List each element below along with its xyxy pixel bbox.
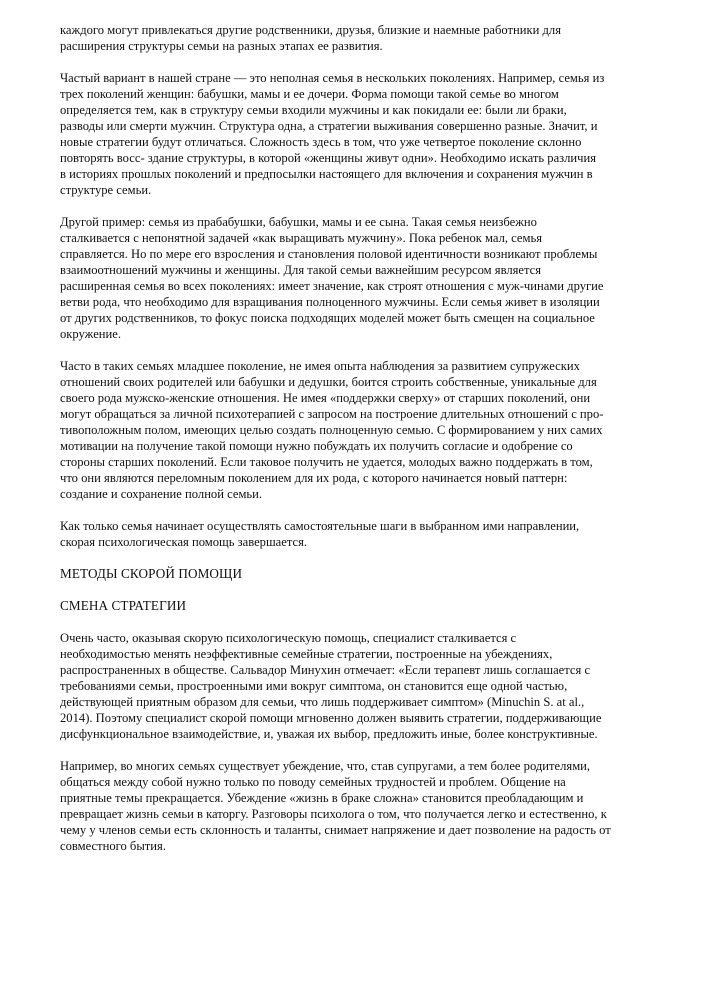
paragraph-line: в историях прошлых поколений и предпосылки настоящего для включения и сохранения мужчин в <box>60 167 593 181</box>
document-page <box>60 22 688 870</box>
paragraph-line: Как только семья начинает осуществлять самостоятельные шаги в выбранном ими направлении, <box>60 519 580 533</box>
paragraph-line: ветви рода, что необходимо для взращивания полноценного мужчины. Если семья живет в изоляции <box>60 295 600 309</box>
paragraph-line: Например, во многих семьях существует убеждение, что, став супругами, а тем более родителями, <box>60 759 591 773</box>
paragraph-line: дисфункциональное взаимодействие, и, уважая их выбор, предложить иные, более конструктивные. <box>60 727 598 741</box>
paragraph-line: необходимостью менять неэффективные семейные стратегии, построенные на убеждениях, <box>60 647 553 661</box>
paragraph-line: своего рода мужско-женские отношения. Не имея «поддержки сверху» от старших поколений, они <box>60 391 591 405</box>
paragraph-line: превращает жизнь семьи в каторгу. Разговоры психолога о том, что получается легко и естественно, к <box>60 807 607 821</box>
paragraph-line: справляется. Но по мере его взросления и становления половой идентичности возникают проблемы <box>60 247 598 261</box>
paragraph <box>60 630 688 742</box>
paragraph-line: трех поколений женщин: бабушки, мамы и ее дочери. Форма помощи такой семье во многом <box>60 87 559 101</box>
paragraph-line: мотивации на получение такой помощи нужно побуждать их получить согласие и одобрение со <box>60 439 573 453</box>
paragraph-line: окружение. <box>60 327 122 341</box>
section-heading: МЕТОДЫ СКОРОЙ ПОМОЩИ <box>60 566 243 581</box>
paragraph-line: Очень часто, оказывая скорую психологическую помощь, специалист сталкивается с <box>60 631 517 645</box>
paragraph-line: структуре семьи. <box>60 183 152 197</box>
paragraph-line: могут обращаться за личной психотерапией с запросом на построение длительных отношений с про- <box>60 407 604 421</box>
paragraph-line: 2014). Поэтому специалист скорой помощи мгновенно должен выявить стратегии, поддерживающие <box>60 711 602 725</box>
paragraph-line: расширения структуры семьи на разных этапах ее развития. <box>60 39 383 53</box>
paragraph-line: требованиями семьи, простроенными ими вокруг симптома, он становится еще одной частью, <box>60 679 568 693</box>
paragraph-line: приятные темы прекращается. Убеждение «жизнь в браке сложна» становится преобладающим и <box>60 791 584 805</box>
paragraph-line: стороны старших поколений. Если таковое получить не удается, молодых важно поддержать в том, <box>60 455 593 469</box>
paragraph-line: повторять восс- здание структуры, в которой «женщины живут одни». Необходимо искать различия <box>60 151 597 165</box>
paragraph-line: от других родственников, то фокус поиска подходящих моделей может быть смещен на социальное <box>60 311 595 325</box>
paragraph-line: сталкивается с непонятной задачей «как выращивать мужчину». Пока ребенок мал, семья <box>60 231 543 245</box>
paragraph <box>60 358 688 502</box>
paragraph-line: общаться между собой нужно только по поводу семейных трудностей и проблем. Общение на <box>60 775 566 789</box>
paragraph <box>60 214 688 342</box>
paragraph-line: расширенная семья во всех поколениях: имеет значение, как строят отношения с муж-чинами другие <box>60 279 604 293</box>
paragraph-line: разводы или смерти мужчин. Структура одна, а стратегии выживания совершенно разные. Значит, и <box>60 119 598 133</box>
paragraph-line: скорая психологическая помощь завершается. <box>60 535 308 549</box>
paragraph-line: распространенных в обществе. Сальвадор Минухин отмечает: «Если терапевт лишь соглашается с <box>60 663 591 677</box>
paragraph <box>60 70 688 198</box>
paragraph-line: тивоположным полом, имеющих целью создать полноценную семью. С формированием у них самих <box>60 423 603 437</box>
paragraph-line: создание и сохранение полной семьи. <box>60 487 263 501</box>
paragraph-line: чему у членов семьи есть склонность и таланты, снимает напряжение и дает позволение на радость от <box>60 823 611 837</box>
paragraph-line: определяется тем, как в структуру семьи входили мужчины и как покидали ее: были ли браки, <box>60 103 567 117</box>
paragraph-line: новые стратегии будут отличаться. Сложность здесь в том, что уже четвертое поколение склонно <box>60 135 582 149</box>
paragraph-line: совместного бытия. <box>60 839 166 853</box>
paragraph-line: Частый вариант в нашей стране — это неполная семья в нескольких поколениях. Например, семья из <box>60 71 605 85</box>
paragraph-line: отношений своих родителей или бабушки и дедушки, боится строить собственные, уникальные для <box>60 375 597 389</box>
paragraph <box>60 518 688 550</box>
paragraph <box>60 22 688 54</box>
paragraph-line: Другой пример: семья из прабабушки, бабушки, мамы и ее сына. Такая семья неизбежно <box>60 215 537 229</box>
paragraph-line: действующей приятным образом для семьи, что лишь поддерживает симптом» (Minuchin S. at al., <box>60 695 585 709</box>
section-heading: СМЕНА СТРАТЕГИИ <box>60 598 187 613</box>
paragraph-line: что они являются переломным поколением для их рода, с которого начинается новый паттерн: <box>60 471 568 485</box>
paragraph-line: каждого могут привлекаться другие родственники, друзья, близкие и наемные работники для <box>60 23 561 37</box>
paragraph <box>60 758 688 854</box>
paragraph-line: Часто в таких семьях младшее поколение, не имея опыта наблюдения за развитием супружеских <box>60 359 580 373</box>
paragraph-line: взаимоотношений мужчины и женщины. Для такой семьи важнейшим ресурсом является <box>60 263 542 277</box>
